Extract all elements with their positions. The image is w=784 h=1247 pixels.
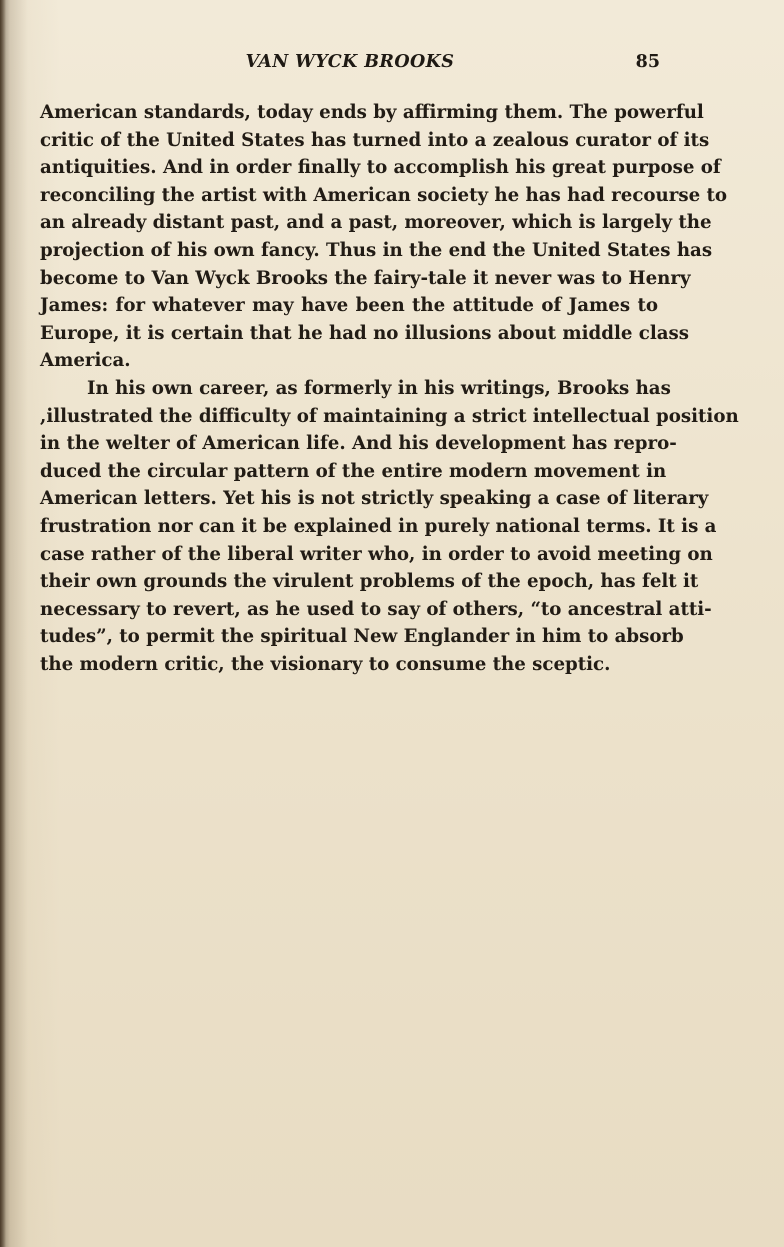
text-line: James: for whatever may have been the attitude of James to (40, 295, 658, 317)
text-line: in the welter of American life. And his development has repro- (40, 433, 677, 455)
text-line: case rather of the liberal writer who, in order to avoid meeting on (40, 543, 713, 565)
text-line: ,illustrated the difficulty of maintaining a strict intellectual position (40, 405, 739, 427)
binding-shadow (0, 0, 6, 1247)
paragraph-2 (40, 375, 739, 679)
text-line: their own grounds the virulent problems of the epoch, has felt it (40, 571, 699, 593)
paragraph-1 (40, 99, 728, 375)
text-line: necessary to revert, as he used to say of others, “to ancestral atti- (40, 598, 712, 620)
text-line: become to Van Wyck Brooks the fairy-tale it never was to Henry (40, 267, 691, 289)
text-line: duced the circular pattern of the entire modern movement in (40, 460, 667, 482)
body-text (40, 99, 739, 678)
text-line: an already distant past, and a past, moreover, which is largely the (40, 212, 712, 234)
text-line: frustration nor can it be explained in purely national terms. It is a (40, 515, 717, 537)
text-line: antiquities. And in order finally to accomplish his great purpose of (40, 157, 721, 179)
text-line: reconciling the artist with American society he has had recourse to (40, 184, 728, 206)
text-line: In his own career, as formerly in his writings, Brooks has (87, 377, 671, 399)
text-line: critic of the United States has turned into a zealous curator of its (40, 129, 710, 151)
running-head: VAN WYCK BROOKS (245, 52, 455, 72)
page-header (40, 52, 660, 82)
text-line: the modern critic, the visionary to consume the sceptic. (40, 653, 611, 675)
text-line: American letters. Yet his is not strictly speaking a case of literary (40, 488, 709, 510)
page-number: 85 (635, 52, 660, 72)
text-line: America. (40, 350, 131, 372)
text-line: American standards, today ends by affirming them. The powerful (40, 102, 704, 123)
text-line: projection of his own fancy. Thus in the end the United States has (40, 239, 713, 261)
text-line: Europe, it is certain that he had no illusions about middle class (40, 322, 690, 344)
text-line: tudes”, to permit the spiritual New Englander in him to absorb (40, 626, 684, 648)
